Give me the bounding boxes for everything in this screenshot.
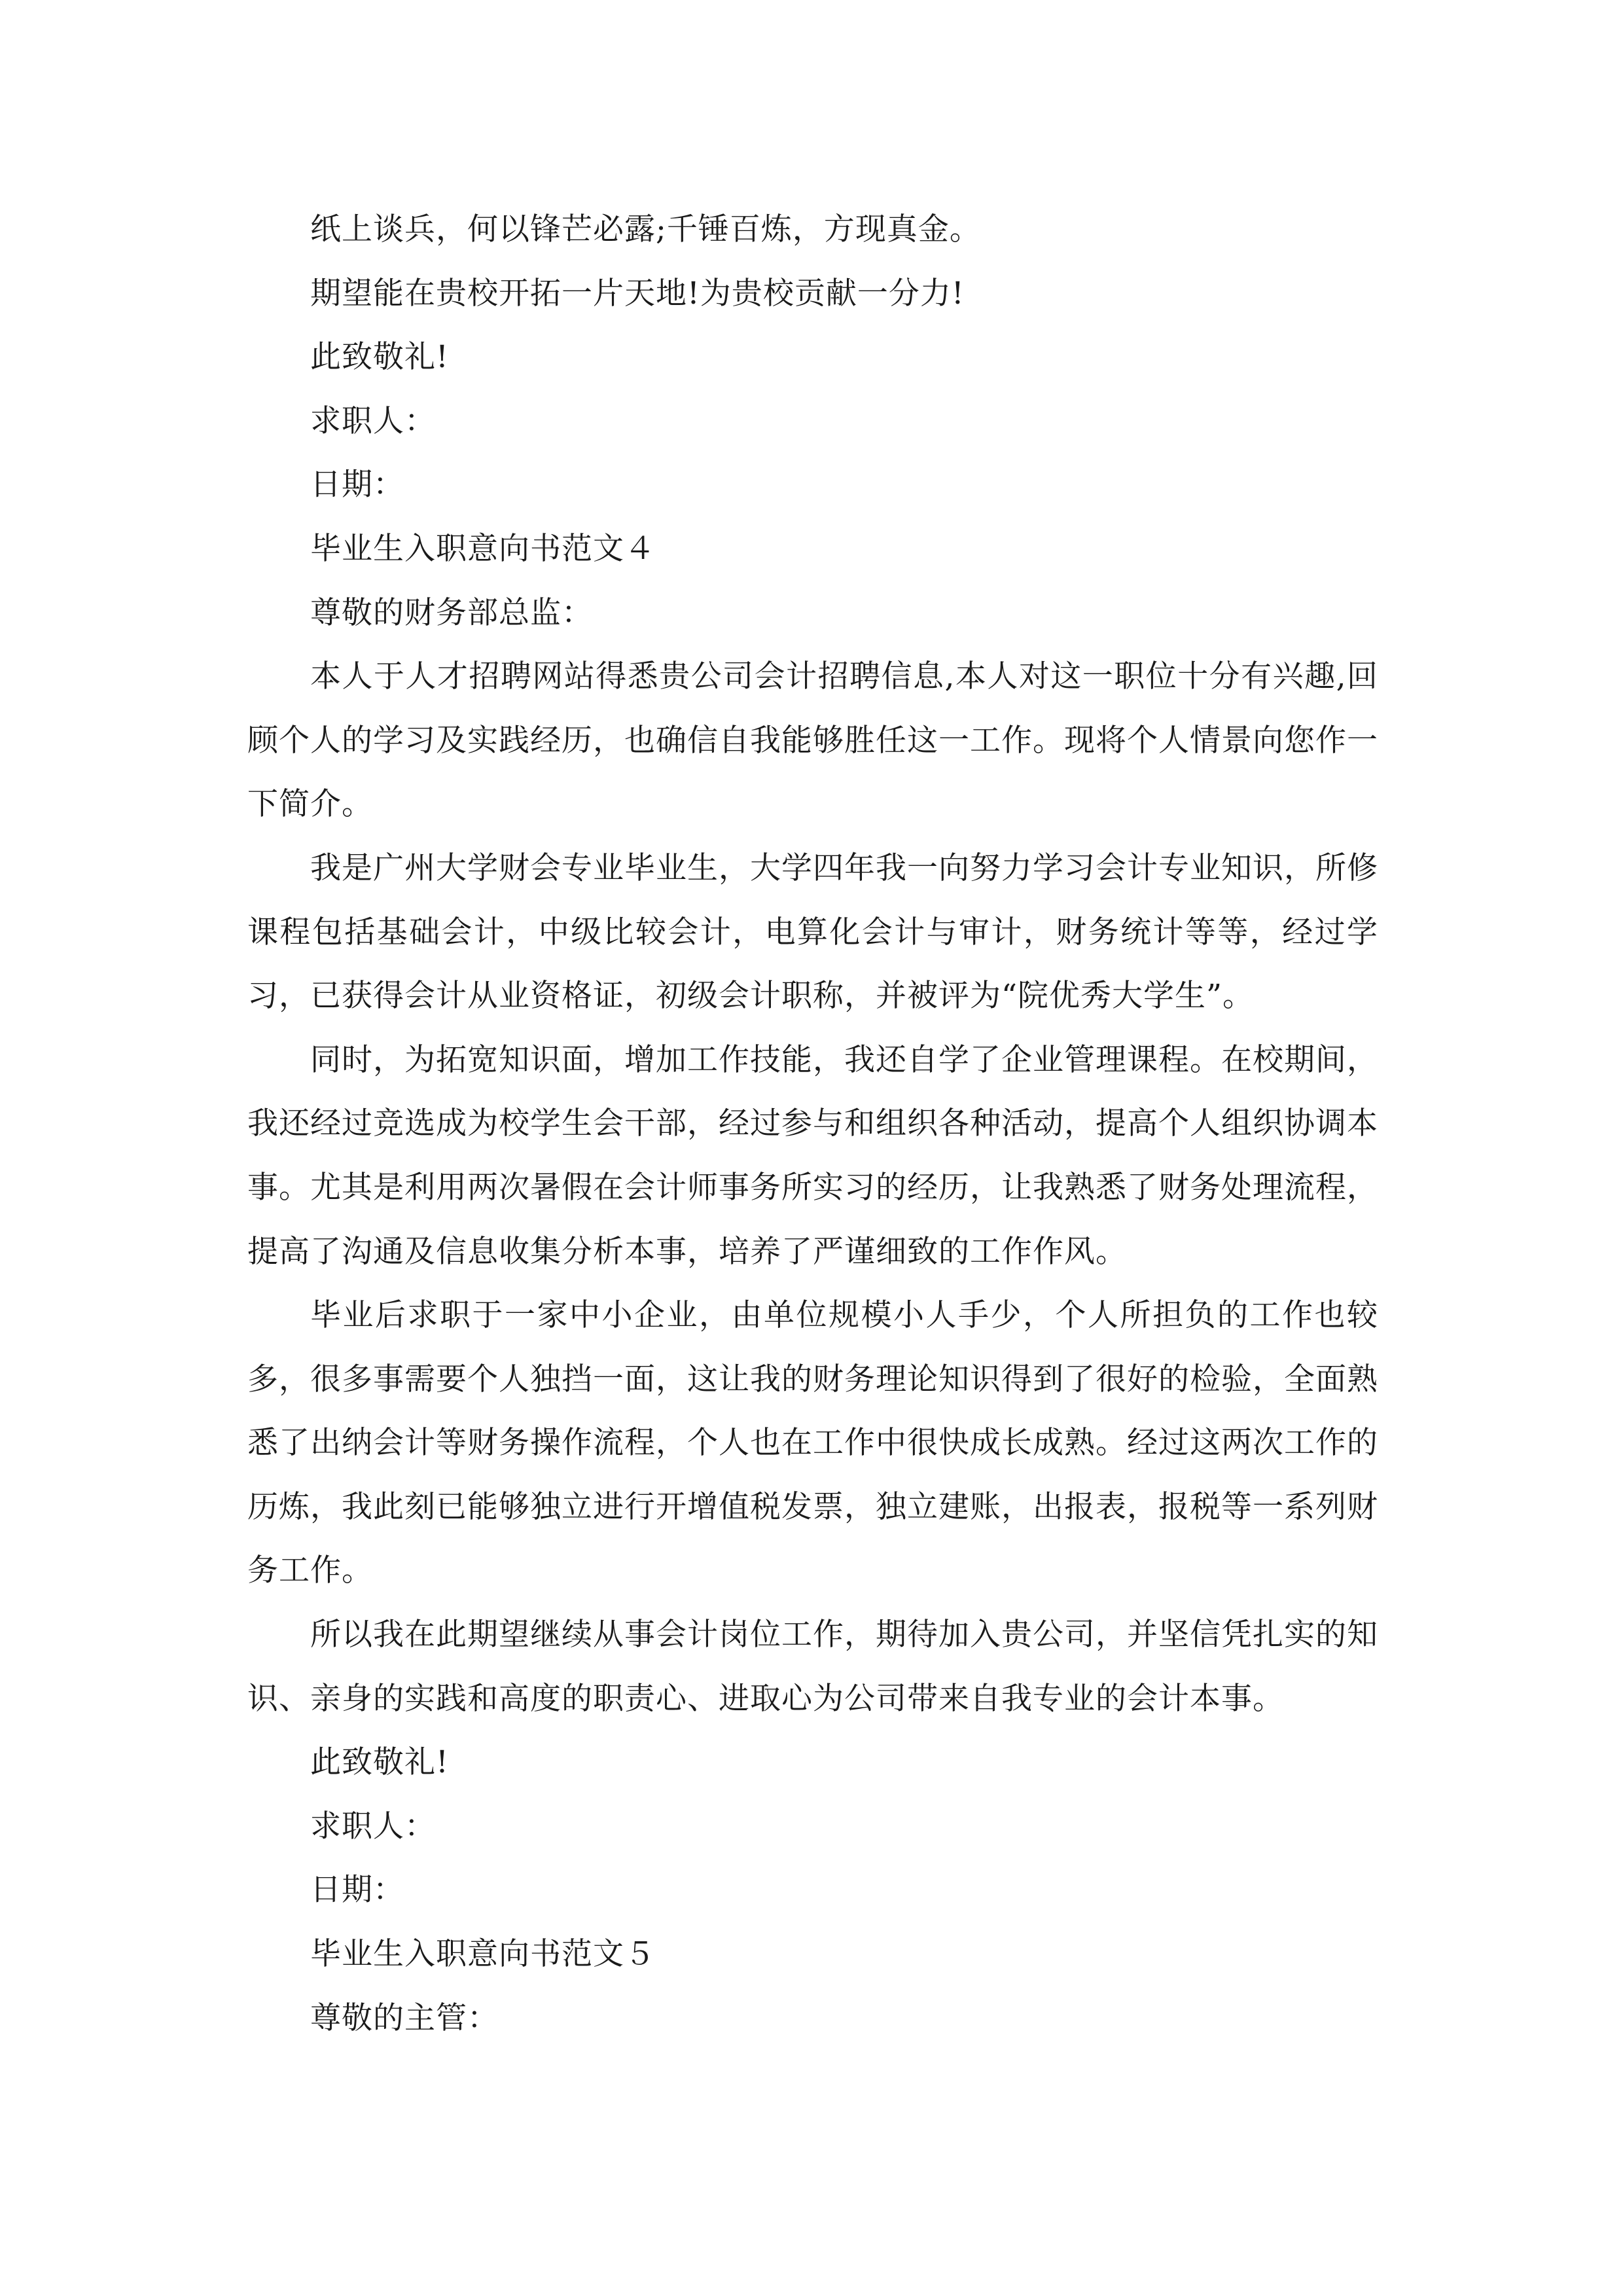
paragraph-intro: 本人于人才招聘网站得悉贵公司会计招聘信息,本人对这一职位十分有兴趣,回顾个人的学习及实践经历，也确信自我能够胜任这一工作。现将个人情景向您作一下简介。 (247, 658, 1378, 823)
greeting: 尊敬的财务部总监： (310, 594, 593, 631)
applicant-label: 求职人： (310, 403, 436, 439)
salutation-closing: 此致敬礼! (310, 1744, 449, 1781)
applicant-label: 求职人： (310, 1808, 436, 1844)
paragraph-hope: 期望能在贵校开拓一片天地!为贵校贡献一分力! (310, 275, 965, 312)
section-title-4: 毕业生入职意向书范文４ (310, 530, 656, 567)
date-label: 日期： (310, 467, 404, 503)
salutation-closing: 此致敬礼! (310, 339, 449, 376)
paragraph-education: 我是广州大学财会专业毕业生，大学四年我一向努力学习会计专业知识，所修课程包括基础会计，中级比较会计，电算化会计与审计，财务统计等等，经过学习，已获得会计从业资格证，初级会计职称，并被评为“院优秀大学生”。 (247, 850, 1378, 1014)
paragraph-closing-motto: 纸上谈兵，何以锋芒必露;千锤百炼，方现真金。 (310, 211, 981, 247)
section-title-5: 毕业生入职意向书范文５ (310, 1936, 656, 1973)
paragraph-skills: 同时，为拓宽知识面，增加工作技能，我还自学了企业管理课程。在校期间，我还经过竞选成为校学生会干部，经过参与和组织各种活动，提高个人组织协调本事。尤其是利用两次暑假在会计师事务所实习的经历，让我熟悉了财务处理流程，提高了沟通及信息收集分析本事，培养了严谨细致的工作作风。 (247, 1041, 1378, 1270)
letter-body (247, 198, 1378, 2050)
paragraph-experience: 毕业后求职于一家中小企业，由单位规模小人手少，个人所担负的工作也较多，很多事需要个人独挡一面，这让我的财务理论知识得到了很好的检验，全面熟悉了出纳会计等财务操作流程，个人也在工作中很快成长成熟。经过这两次工作的历炼，我此刻已能够独立进行开增值税发票，独立建账，出报表，报税等一系列财务工作。 (247, 1297, 1378, 1589)
paragraph-conclusion: 所以我在此期望继续从事会计岗位工作，期待加入贵公司，并坚信凭扎实的知识、亲身的实践和高度的职责心、进取心为公司带来自我专业的会计本事。 (247, 1617, 1378, 1717)
greeting: 尊敬的主管： (310, 2000, 499, 2036)
date-label: 日期： (310, 1872, 404, 1909)
